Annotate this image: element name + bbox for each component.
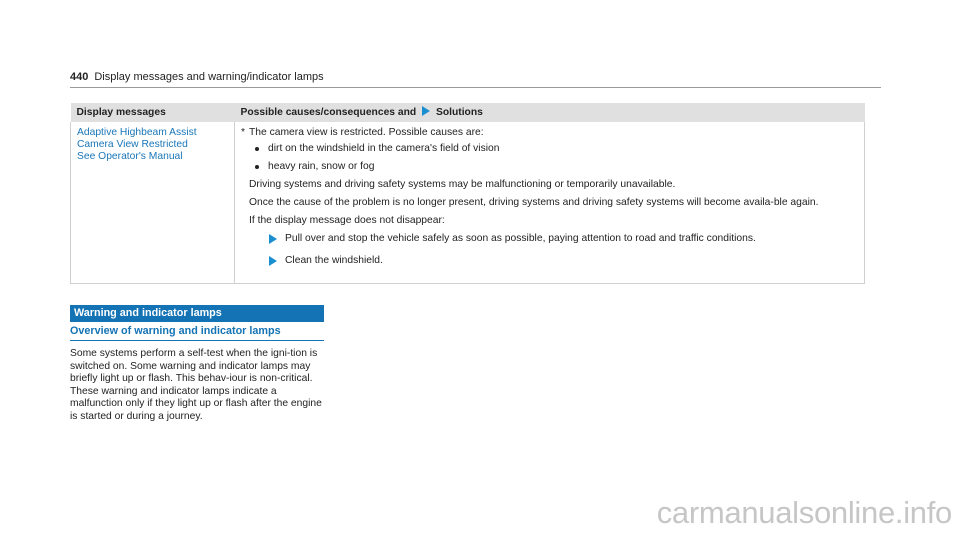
page-header <box>70 71 881 88</box>
list-item: dirt on the windshield in the camera's field of vision <box>255 143 858 155</box>
footnote-text: The camera view is restricted. Possible causes are: <box>249 127 484 138</box>
message-line: See Operator's Manual <box>77 151 183 162</box>
play-arrow-icon <box>269 234 277 244</box>
solutions-header-label: Solutions <box>435 107 483 118</box>
message-line: Camera View Restricted <box>77 139 188 150</box>
play-arrow-icon <box>269 256 277 266</box>
causes-solutions-cell <box>235 122 865 284</box>
solution-step <box>269 255 858 267</box>
display-message-cell <box>71 122 235 284</box>
solution-step <box>269 233 858 245</box>
footnote <box>241 127 858 139</box>
table-row <box>71 122 865 284</box>
play-arrow-icon <box>422 106 430 116</box>
section-title: Warning and indicator lamps <box>70 305 324 322</box>
table-header-row <box>71 103 865 122</box>
section-body-text: Some systems perform a self-test when the igni-tion is switched on. Some warning and indicator lamps may briefly light up or flash. This behav-iour is non-critical. These warning and indicator lamps indicate a malfunction only if they light up or flash after the engine is started or during a journey. <box>70 348 322 422</box>
display-messages-table <box>70 103 865 284</box>
list-item: heavy rain, snow or fog <box>255 161 858 173</box>
solution-step-text: Clean the windshield. <box>285 255 383 266</box>
condition-paragraph: If the display message does not disappear: <box>249 215 445 226</box>
solution-step-text: Pull over and stop the vehicle safely as soon as possible, paying attention to road and traffic conditions. <box>285 233 756 244</box>
page-number: 440 <box>70 71 89 83</box>
col-display-messages-header: Display messages <box>71 103 235 122</box>
watermark: carmanualsonline.info <box>656 495 952 530</box>
causes-header-label: Possible causes/consequences and <box>240 107 417 118</box>
causes-list <box>255 143 858 173</box>
subsection-title: Overview of warning and indicator lamps <box>70 325 324 341</box>
message-line: Adaptive Highbeam Assist <box>77 127 197 138</box>
consequence-paragraph: Driving systems and driving safety systems may be malfunctioning or temporarily unavailable. <box>249 179 676 190</box>
col-causes-solutions-header <box>235 103 865 122</box>
recovery-paragraph: Once the cause of the problem is no longer present, driving systems and driving safety systems will become availa-ble again. <box>249 197 819 208</box>
footnote-star: * <box>241 127 246 138</box>
page-header-title: Display messages and warning/indicator lamps <box>94 71 324 83</box>
